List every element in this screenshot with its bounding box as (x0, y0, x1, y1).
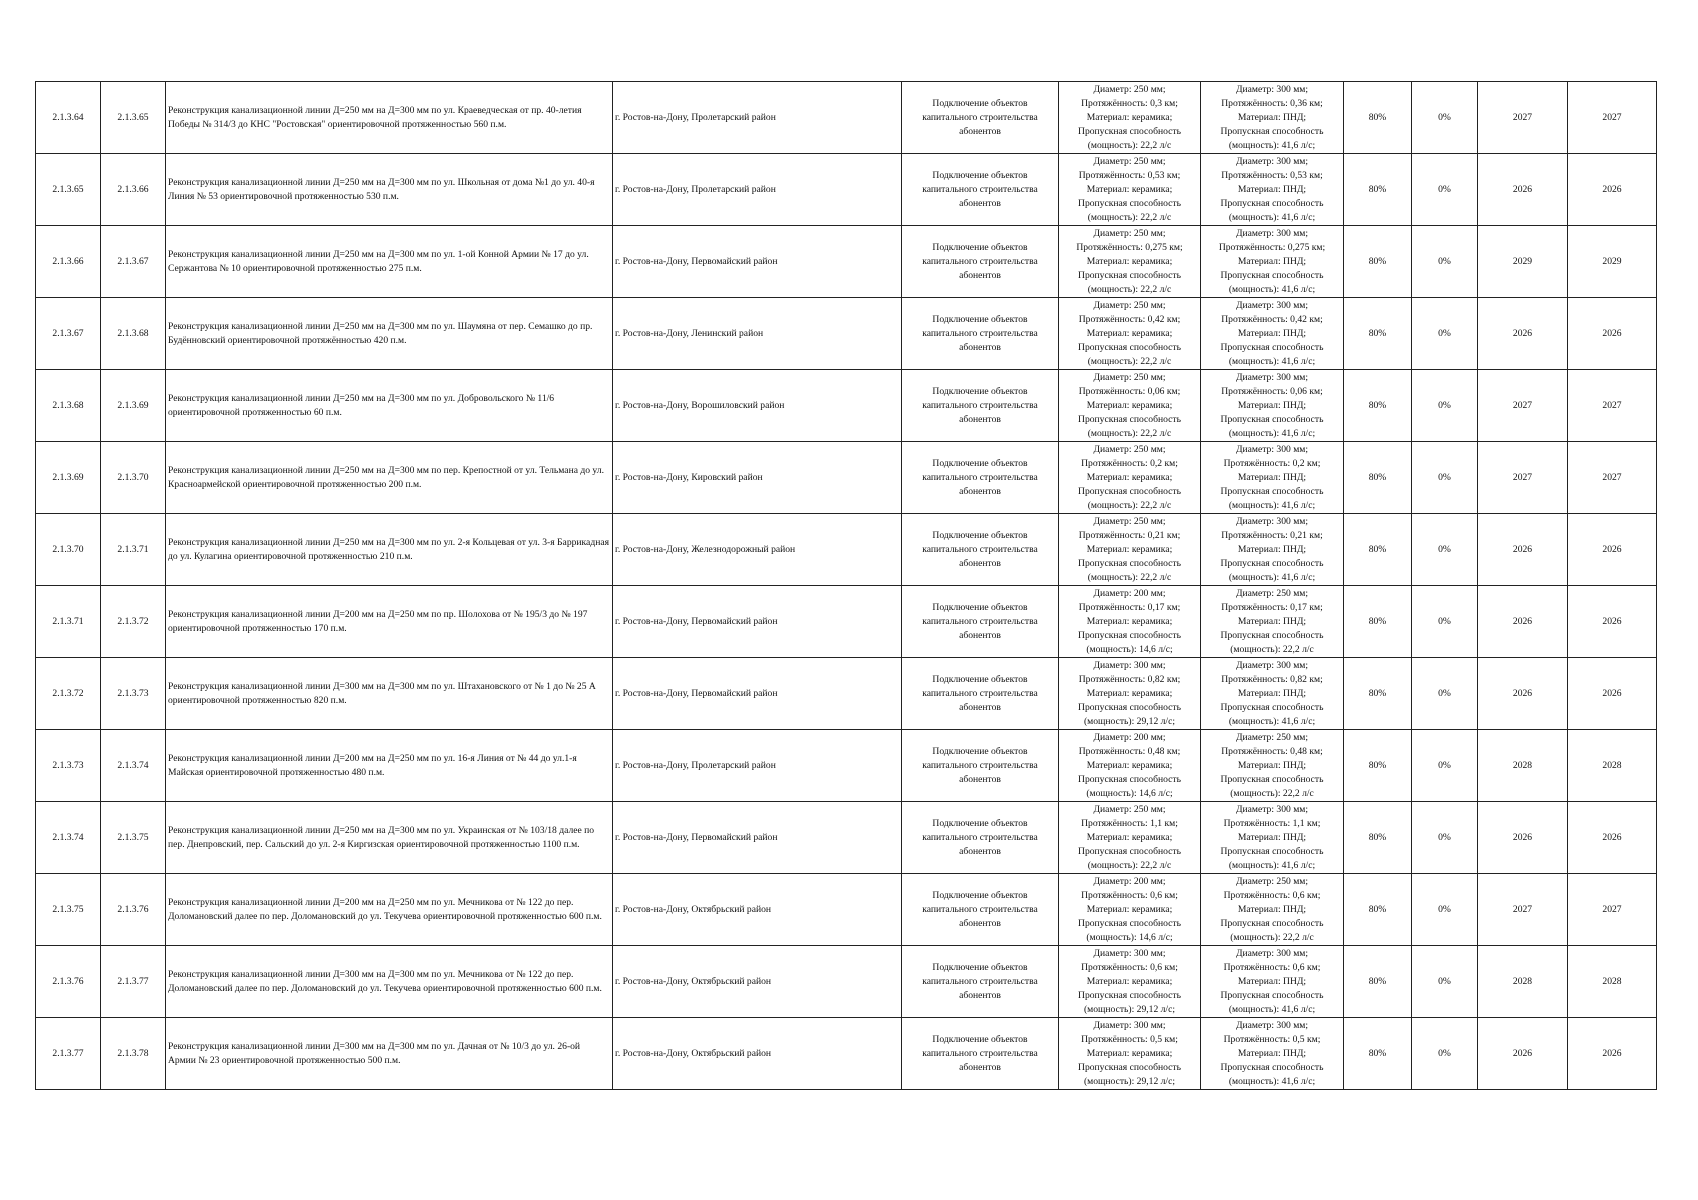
row-code: 2.1.3.75 (101, 802, 166, 874)
params-before: Диаметр: 250 мм; Протяжённость: 0,2 км; Материал: керамика; Пропускная способность (мощность): 22,2 л/с (1059, 442, 1201, 514)
project-purpose: Подключение объектов капитального строительства абонентов (902, 154, 1059, 226)
project-name: Реконструкция канализационной линии Д=250 мм на Д=300 мм по пер. Крепостной от ул. Тельмана до ул. Красноармейской ориентировочной протяженностью 200 п.м. (166, 442, 613, 514)
year-start: 2026 (1478, 802, 1568, 874)
project-name: Реконструкция канализационной линии Д=250 мм на Д=300 мм по ул. Шаумяна от пер. Семашко до пр. Будённовский ориентировочной протяжённостью 420 п.м. (166, 298, 613, 370)
row-number: 2.1.3.73 (36, 730, 101, 802)
row-number: 2.1.3.66 (36, 226, 101, 298)
table-row (36, 730, 1657, 802)
row-code: 2.1.3.78 (101, 1018, 166, 1090)
row-number: 2.1.3.70 (36, 514, 101, 586)
project-purpose: Подключение объектов капитального строительства абонентов (902, 1018, 1059, 1090)
table-row (36, 658, 1657, 730)
wear-before: 80% (1344, 658, 1412, 730)
row-number: 2.1.3.74 (36, 802, 101, 874)
params-after: Диаметр: 300 мм; Протяжённость: 0,2 км; Материал: ПНД; Пропускная способность (мощность): 41,6 л/с; (1201, 442, 1344, 514)
params-before: Диаметр: 250 мм; Протяжённость: 0,53 км; Материал: керамика; Пропускная способность (мощность): 22,2 л/с (1059, 154, 1201, 226)
project-location: г. Ростов-на-Дону, Октябрьский район (613, 874, 902, 946)
wear-after: 0% (1412, 154, 1478, 226)
params-after: Диаметр: 300 мм; Протяжённость: 0,5 км; Материал: ПНД; Пропускная способность (мощность): 41,6 л/с; (1201, 1018, 1344, 1090)
row-code: 2.1.3.65 (101, 82, 166, 154)
params-after: Диаметр: 300 мм; Протяжённость: 0,06 км; Материал: ПНД; Пропускная способность (мощность): 41,6 л/с; (1201, 370, 1344, 442)
row-code: 2.1.3.67 (101, 226, 166, 298)
wear-after: 0% (1412, 1018, 1478, 1090)
row-number: 2.1.3.71 (36, 586, 101, 658)
row-number: 2.1.3.64 (36, 82, 101, 154)
project-name: Реконструкция канализационной линии Д=300 мм на Д=300 мм по ул. Дачная от № 10/3 до ул. 26-ой Армии № 23 ориентировочной протяженностью 500 п.м. (166, 1018, 613, 1090)
wear-after: 0% (1412, 298, 1478, 370)
wear-after: 0% (1412, 370, 1478, 442)
row-code: 2.1.3.74 (101, 730, 166, 802)
params-before: Диаметр: 250 мм; Протяжённость: 0,275 км; Материал: керамика; Пропускная способность (мощность): 22,2 л/с (1059, 226, 1201, 298)
wear-before: 80% (1344, 154, 1412, 226)
wear-before: 80% (1344, 370, 1412, 442)
row-code: 2.1.3.66 (101, 154, 166, 226)
project-location: г. Ростов-на-Дону, Ленинский район (613, 298, 902, 370)
wear-before: 80% (1344, 874, 1412, 946)
wear-after: 0% (1412, 586, 1478, 658)
row-code: 2.1.3.71 (101, 514, 166, 586)
project-name: Реконструкция канализационной линии Д=250 мм на Д=300 мм по ул. 1-ой Конной Армии № 17 до ул. Сержантова № 10 ориентировочной протяженностью 275 п.м. (166, 226, 613, 298)
wear-before: 80% (1344, 946, 1412, 1018)
year-start: 2026 (1478, 586, 1568, 658)
project-name: Реконструкция канализационной линии Д=200 мм на Д=250 мм по ул. 16-я Линия от № 44 до ул.1-я Майская ориентировочной протяженностью 480 п.м. (166, 730, 613, 802)
project-purpose: Подключение объектов капитального строительства абонентов (902, 442, 1059, 514)
wear-before: 80% (1344, 82, 1412, 154)
row-number: 2.1.3.76 (36, 946, 101, 1018)
table-row (36, 82, 1657, 154)
year-start: 2026 (1478, 514, 1568, 586)
table-row (36, 514, 1657, 586)
year-start: 2027 (1478, 82, 1568, 154)
params-after: Диаметр: 300 мм; Протяжённость: 0,53 км; Материал: ПНД; Пропускная способность (мощность): 41,6 л/с; (1201, 154, 1344, 226)
year-start: 2027 (1478, 370, 1568, 442)
project-purpose: Подключение объектов капитального строительства абонентов (902, 298, 1059, 370)
wear-before: 80% (1344, 730, 1412, 802)
year-start: 2028 (1478, 946, 1568, 1018)
project-purpose: Подключение объектов капитального строительства абонентов (902, 370, 1059, 442)
row-code: 2.1.3.73 (101, 658, 166, 730)
row-number: 2.1.3.68 (36, 370, 101, 442)
project-purpose: Подключение объектов капитального строительства абонентов (902, 658, 1059, 730)
row-number: 2.1.3.75 (36, 874, 101, 946)
table-body (36, 82, 1657, 1090)
row-code: 2.1.3.72 (101, 586, 166, 658)
wear-before: 80% (1344, 442, 1412, 514)
table-row (36, 226, 1657, 298)
year-end: 2026 (1568, 514, 1657, 586)
params-before: Диаметр: 250 мм; Протяжённость: 0,42 км; Материал: керамика; Пропускная способность (мощность): 22,2 л/с (1059, 298, 1201, 370)
params-before: Диаметр: 200 мм; Протяжённость: 0,48 км; Материал: керамика; Пропускная способность (мощность): 14,6 л/с; (1059, 730, 1201, 802)
wear-before: 80% (1344, 514, 1412, 586)
params-after: Диаметр: 300 мм; Протяжённость: 0,42 км; Материал: ПНД; Пропускная способность (мощность): 41,6 л/с; (1201, 298, 1344, 370)
params-before: Диаметр: 300 мм; Протяжённость: 0,5 км; Материал: керамика; Пропускная способность (мощность): 29,12 л/с; (1059, 1018, 1201, 1090)
year-start: 2028 (1478, 730, 1568, 802)
table-row (36, 154, 1657, 226)
project-location: г. Ростов-на-Дону, Железнодорожный район (613, 514, 902, 586)
year-end: 2028 (1568, 730, 1657, 802)
params-after: Диаметр: 300 мм; Протяжённость: 0,36 км; Материал: ПНД; Пропускная способность (мощность): 41,6 л/с; (1201, 82, 1344, 154)
table-row (36, 1018, 1657, 1090)
params-after: Диаметр: 300 мм; Протяжённость: 0,21 км; Материал: ПНД; Пропускная способность (мощность): 41,6 л/с; (1201, 514, 1344, 586)
project-purpose: Подключение объектов капитального строительства абонентов (902, 946, 1059, 1018)
project-location: г. Ростов-на-Дону, Пролетарский район (613, 154, 902, 226)
reconstruction-table (35, 81, 1657, 1090)
project-purpose: Подключение объектов капитального строительства абонентов (902, 802, 1059, 874)
year-end: 2029 (1568, 226, 1657, 298)
project-location: г. Ростов-на-Дону, Первомайский район (613, 658, 902, 730)
wear-after: 0% (1412, 442, 1478, 514)
project-name: Реконструкция канализационной линии Д=250 мм на Д=300 мм по ул. Школьная от дома №1 до ул. 40-я Линия № 53 ориентировочной протяженностью 530 п.м. (166, 154, 613, 226)
year-end: 2027 (1568, 874, 1657, 946)
year-end: 2026 (1568, 154, 1657, 226)
wear-before: 80% (1344, 298, 1412, 370)
params-after: Диаметр: 250 мм; Протяжённость: 0,17 км; Материал: ПНД; Пропускная способность (мощность): 22,2 л/с (1201, 586, 1344, 658)
params-before: Диаметр: 250 мм; Протяжённость: 1,1 км; Материал: керамика; Пропускная способность (мощность): 22,2 л/с (1059, 802, 1201, 874)
params-before: Диаметр: 250 мм; Протяжённость: 0,21 км; Материал: керамика; Пропускная способность (мощность): 22,2 л/с (1059, 514, 1201, 586)
project-location: г. Ростов-на-Дону, Ворошиловский район (613, 370, 902, 442)
wear-before: 80% (1344, 1018, 1412, 1090)
project-location: г. Ростов-на-Дону, Кировский район (613, 442, 902, 514)
year-end: 2026 (1568, 658, 1657, 730)
wear-after: 0% (1412, 226, 1478, 298)
row-number: 2.1.3.67 (36, 298, 101, 370)
row-number: 2.1.3.77 (36, 1018, 101, 1090)
params-after: Диаметр: 250 мм; Протяжённость: 0,48 км; Материал: ПНД; Пропускная способность (мощность): 22,2 л/с (1201, 730, 1344, 802)
year-start: 2026 (1478, 1018, 1568, 1090)
table-row (36, 298, 1657, 370)
params-after: Диаметр: 300 мм; Протяжённость: 1,1 км; Материал: ПНД; Пропускная способность (мощность): 41,6 л/с; (1201, 802, 1344, 874)
row-number: 2.1.3.69 (36, 442, 101, 514)
year-end: 2026 (1568, 1018, 1657, 1090)
project-purpose: Подключение объектов капитального строительства абонентов (902, 586, 1059, 658)
project-location: г. Ростов-на-Дону, Первомайский район (613, 226, 902, 298)
project-name: Реконструкция канализационной линии Д=200 мм на Д=250 мм по пр. Шолохова от № 195/3 до № 197 ориентировочной протяженностью 170 п.м. (166, 586, 613, 658)
row-code: 2.1.3.69 (101, 370, 166, 442)
row-number: 2.1.3.65 (36, 154, 101, 226)
year-end: 2026 (1568, 802, 1657, 874)
year-end: 2026 (1568, 586, 1657, 658)
table-row (36, 874, 1657, 946)
params-after: Диаметр: 300 мм; Протяжённость: 0,6 км; Материал: ПНД; Пропускная способность (мощность): 41,6 л/с; (1201, 946, 1344, 1018)
row-code: 2.1.3.68 (101, 298, 166, 370)
row-code: 2.1.3.77 (101, 946, 166, 1018)
params-after: Диаметр: 300 мм; Протяжённость: 0,82 км; Материал: ПНД; Пропускная способность (мощность): 41,6 л/с; (1201, 658, 1344, 730)
params-after: Диаметр: 300 мм; Протяжённость: 0,275 км; Материал: ПНД; Пропускная способность (мощность): 41,6 л/с; (1201, 226, 1344, 298)
project-purpose: Подключение объектов капитального строительства абонентов (902, 82, 1059, 154)
year-end: 2028 (1568, 946, 1657, 1018)
params-after: Диаметр: 250 мм; Протяжённость: 0,6 км; Материал: ПНД; Пропускная способность (мощность): 22,2 л/с (1201, 874, 1344, 946)
table-row (36, 586, 1657, 658)
project-name: Реконструкция канализационной линии Д=250 мм на Д=300 мм по ул. Добровольского № 11/6 ориентировочной протяженностью 60 п.м. (166, 370, 613, 442)
year-end: 2027 (1568, 442, 1657, 514)
params-before: Диаметр: 300 мм; Протяжённость: 0,6 км; Материал: керамика; Пропускная способность (мощность): 29,12 л/с; (1059, 946, 1201, 1018)
year-end: 2027 (1568, 370, 1657, 442)
params-before: Диаметр: 250 мм; Протяжённость: 0,3 км; Материал: керамика; Пропускная способность (мощность): 22,2 л/с (1059, 82, 1201, 154)
year-end: 2026 (1568, 298, 1657, 370)
project-location: г. Ростов-на-Дону, Пролетарский район (613, 82, 902, 154)
year-start: 2027 (1478, 874, 1568, 946)
year-start: 2026 (1478, 154, 1568, 226)
wear-after: 0% (1412, 946, 1478, 1018)
project-name: Реконструкция канализационной линии Д=300 мм на Д=300 мм по ул. Мечникова от № 122 до пер. Доломановский далее по пер. Доломановский до ул. Текучева ориентировочной протяженностью 600 п.м. (166, 946, 613, 1018)
wear-before: 80% (1344, 586, 1412, 658)
table-row (36, 946, 1657, 1018)
project-name: Реконструкция канализационной линии Д=250 мм на Д=300 мм по ул. Краеведческая от пр. 40-летия Победы № 314/3 до КНС "Ростовская" ориентировочной протяженностью 560 п.м. (166, 82, 613, 154)
project-name: Реконструкция канализационной линии Д=300 мм на Д=300 мм по ул. Штахановского от № 1 до № 25 А ориентировочной протяженностью 820 п.м. (166, 658, 613, 730)
project-name: Реконструкция канализационной линии Д=250 мм на Д=300 мм по ул. Украинская от № 103/18 далее по пер. Днепровский, пер. Сальский до ул. 2-я Киргизская ориентировочной протяженностью 1100 п.м. (166, 802, 613, 874)
params-before: Диаметр: 200 мм; Протяжённость: 0,6 км; Материал: керамика; Пропускная способность (мощность): 14,6 л/с; (1059, 874, 1201, 946)
project-location: г. Ростов-на-Дону, Первомайский район (613, 586, 902, 658)
table-row (36, 802, 1657, 874)
table-row (36, 442, 1657, 514)
wear-after: 0% (1412, 874, 1478, 946)
year-start: 2026 (1478, 658, 1568, 730)
project-purpose: Подключение объектов капитального строительства абонентов (902, 874, 1059, 946)
project-location: г. Ростов-на-Дону, Октябрьский район (613, 1018, 902, 1090)
project-name: Реконструкция канализационной линии Д=250 мм на Д=300 мм по ул. 2-я Кольцевая от ул. 3-я Баррикадная до ул. Кулагина ориентировочной протяженностью 210 п.м. (166, 514, 613, 586)
project-location: г. Ростов-на-Дону, Первомайский район (613, 802, 902, 874)
wear-after: 0% (1412, 514, 1478, 586)
year-start: 2026 (1478, 298, 1568, 370)
row-code: 2.1.3.70 (101, 442, 166, 514)
project-purpose: Подключение объектов капитального строительства абонентов (902, 226, 1059, 298)
wear-after: 0% (1412, 82, 1478, 154)
project-purpose: Подключение объектов капитального строительства абонентов (902, 514, 1059, 586)
params-before: Диаметр: 250 мм; Протяжённость: 0,06 км; Материал: керамика; Пропускная способность (мощность): 22,2 л/с (1059, 370, 1201, 442)
project-location: г. Ростов-на-Дону, Пролетарский район (613, 730, 902, 802)
project-purpose: Подключение объектов капитального строительства абонентов (902, 730, 1059, 802)
wear-after: 0% (1412, 730, 1478, 802)
row-number: 2.1.3.72 (36, 658, 101, 730)
params-before: Диаметр: 200 мм; Протяжённость: 0,17 км; Материал: керамика; Пропускная способность (мощность): 14,6 л/с; (1059, 586, 1201, 658)
project-name: Реконструкция канализационной линии Д=200 мм на Д=250 мм по ул. Мечникова от № 122 до пер. Доломановский далее по пер. Доломановский до ул. Текучева ориентировочной протяженностью 600 п.м. (166, 874, 613, 946)
year-start: 2027 (1478, 442, 1568, 514)
wear-after: 0% (1412, 658, 1478, 730)
year-end: 2027 (1568, 82, 1657, 154)
params-before: Диаметр: 300 мм; Протяжённость: 0,82 км; Материал: керамика; Пропускная способность (мощность): 29,12 л/с; (1059, 658, 1201, 730)
wear-after: 0% (1412, 802, 1478, 874)
wear-before: 80% (1344, 226, 1412, 298)
year-start: 2029 (1478, 226, 1568, 298)
row-code: 2.1.3.76 (101, 874, 166, 946)
table-row (36, 370, 1657, 442)
project-location: г. Ростов-на-Дону, Октябрьский район (613, 946, 902, 1018)
wear-before: 80% (1344, 802, 1412, 874)
